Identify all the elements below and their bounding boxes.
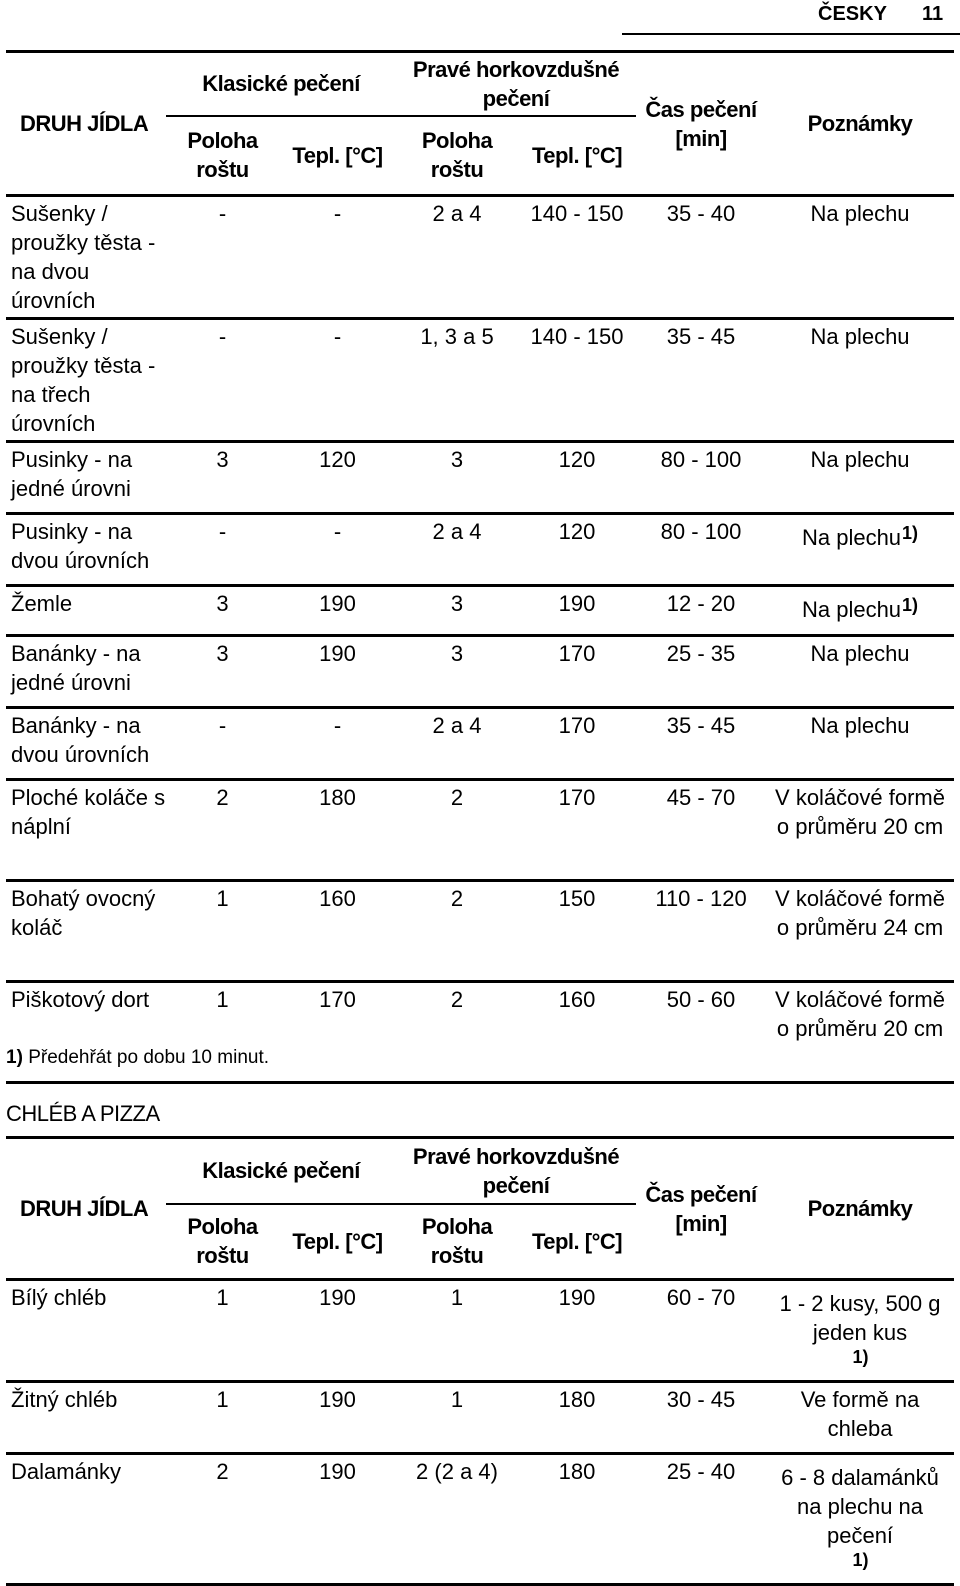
- dish-name: Pusinky - na jedné úrovni: [6, 442, 166, 514]
- hotair-shelf: 1: [396, 1382, 518, 1454]
- hotair-shelf: 3: [396, 586, 518, 636]
- note-text: Na plechu: [801, 597, 902, 622]
- col-hotair-header: Pravé horkovzdušné pečení: [396, 1138, 636, 1204]
- classic-temp: 160: [279, 881, 396, 982]
- hotair-temp: 160: [518, 982, 636, 1083]
- col-hotair-shelf-header: Poloha roštu: [396, 116, 518, 196]
- note-text: Na plechu: [810, 324, 910, 349]
- baking-time: 50 - 60: [636, 982, 766, 1083]
- classic-temp: -: [279, 514, 396, 586]
- classic-shelf: -: [166, 514, 279, 586]
- table-row: [6, 442, 954, 514]
- col-dish-header: DRUH JÍDLA: [6, 1138, 166, 1280]
- hotair-shelf: 2 a 4: [396, 196, 518, 319]
- col-notes-header: Poznámky: [766, 1138, 954, 1280]
- hotair-temp: 180: [518, 1454, 636, 1585]
- note-cell: [766, 780, 954, 881]
- note-cell: [766, 1382, 954, 1454]
- baking-table-cakes: [6, 50, 954, 1084]
- table-row: [6, 780, 954, 881]
- hotair-shelf: 2: [396, 982, 518, 1083]
- header-rule: [622, 33, 960, 35]
- dish-name: Sušenky / proužky těsta - na třech úrovních: [6, 319, 166, 442]
- col-hotair-temp-header: Tepl. [°C]: [518, 1204, 636, 1280]
- note-text: Na plechu: [810, 641, 910, 666]
- hotair-shelf: 2 a 4: [396, 514, 518, 586]
- page-number: 11: [922, 3, 944, 25]
- baking-time: 35 - 45: [636, 708, 766, 780]
- hotair-shelf: 2: [396, 881, 518, 982]
- classic-shelf: 1: [166, 1382, 279, 1454]
- hotair-temp: 150: [518, 881, 636, 982]
- baking-time: 45 - 70: [636, 780, 766, 881]
- hotair-temp: 120: [518, 514, 636, 586]
- baking-time: 25 - 35: [636, 636, 766, 708]
- footnote: [6, 1043, 269, 1072]
- classic-temp: 190: [279, 636, 396, 708]
- col-classic-temp-header: Tepl. [°C]: [279, 1204, 396, 1280]
- classic-temp: -: [279, 319, 396, 442]
- note-text: V koláčové formě o průměru 24 cm: [775, 886, 945, 940]
- classic-temp: -: [279, 196, 396, 319]
- footnote-ref: 1): [852, 1550, 869, 1570]
- col-hotair-temp-header: Tepl. [°C]: [518, 116, 636, 196]
- table-row: [6, 708, 954, 780]
- classic-temp: 120: [279, 442, 396, 514]
- hotair-shelf: 3: [396, 636, 518, 708]
- baking-time: 35 - 45: [636, 319, 766, 442]
- col-classic-header: Klasické pečení: [166, 1138, 396, 1204]
- language-label: ČESKY: [818, 3, 887, 25]
- dish-name: Dalamánky: [6, 1454, 166, 1585]
- classic-temp: -: [279, 708, 396, 780]
- baking-time: 110 - 120: [636, 881, 766, 982]
- classic-shelf: 1: [166, 1280, 279, 1382]
- classic-shelf: 1: [166, 881, 279, 982]
- col-notes-header: Poznámky: [766, 52, 954, 196]
- footnote-ref: 1): [902, 595, 919, 615]
- classic-shelf: -: [166, 196, 279, 319]
- hotair-temp: 170: [518, 780, 636, 881]
- dish-name: Pusinky - na dvou úrovních: [6, 514, 166, 586]
- table-row: [6, 586, 954, 636]
- note-cell: [766, 1454, 954, 1585]
- note-text: 1 - 2 kusy, 500 g jeden kus: [779, 1291, 941, 1345]
- dish-name: Sušenky / proužky těsta - na dvou úrovních: [6, 196, 166, 319]
- hotair-shelf: 2 (2 a 4): [396, 1454, 518, 1585]
- dish-name: Bílý chléb: [6, 1280, 166, 1382]
- note-text: Na plechu: [810, 201, 910, 226]
- baking-time: 12 - 20: [636, 586, 766, 636]
- page-header: [0, 0, 960, 50]
- note-cell: [766, 982, 954, 1083]
- baking-time: 25 - 40: [636, 1454, 766, 1585]
- classic-shelf: 2: [166, 780, 279, 881]
- table-row: [6, 319, 954, 442]
- hotair-shelf: 2: [396, 780, 518, 881]
- col-classic-shelf-header: Poloha roštu: [166, 116, 279, 196]
- hotair-temp: 170: [518, 708, 636, 780]
- footnote-mark: 1): [6, 1047, 23, 1068]
- section-title: CHLÉB A PIZZA: [6, 1101, 160, 1126]
- baking-time: 80 - 100: [636, 514, 766, 586]
- col-hotair-header: Pravé horkovzdušné pečení: [396, 52, 636, 116]
- note-text: Ve formě na chleba: [800, 1387, 920, 1441]
- table-row: [6, 1382, 954, 1454]
- note-cell: [766, 319, 954, 442]
- hotair-temp: 180: [518, 1382, 636, 1454]
- dish-name: Žitný chléb: [6, 1382, 166, 1454]
- dish-name: Bohatý ovocný koláč: [6, 881, 166, 982]
- hotair-temp: 170: [518, 636, 636, 708]
- col-time-header: Čas pečení [min]: [636, 1138, 766, 1280]
- table-row: [6, 1280, 954, 1382]
- table-row: [6, 196, 954, 319]
- hotair-temp: 120: [518, 442, 636, 514]
- note-text: 6 - 8 dalamánků na plechu na pečení: [781, 1465, 939, 1548]
- classic-temp: 190: [279, 586, 396, 636]
- hotair-shelf: 1: [396, 1280, 518, 1382]
- col-classic-header: Klasické pečení: [166, 52, 396, 116]
- note-cell: [766, 881, 954, 982]
- note-cell: [766, 636, 954, 708]
- baking-time: 80 - 100: [636, 442, 766, 514]
- hotair-shelf: 2 a 4: [396, 708, 518, 780]
- dish-name: Banánky - na dvou úrovních: [6, 708, 166, 780]
- dish-name: Ploché koláče s náplní: [6, 780, 166, 881]
- footnote-text: Předehřát po dobu 10 minut.: [28, 1047, 270, 1068]
- table-row: [6, 636, 954, 708]
- col-classic-temp-header: Tepl. [°C]: [279, 116, 396, 196]
- col-time-header: Čas pečení [min]: [636, 52, 766, 196]
- hotair-temp: 140 - 150: [518, 196, 636, 319]
- hotair-shelf: 3: [396, 442, 518, 514]
- baking-time: 60 - 70: [636, 1280, 766, 1382]
- table-row: [6, 1454, 954, 1585]
- note-cell: [766, 586, 954, 636]
- note-cell: [766, 514, 954, 586]
- note-cell: [766, 1280, 954, 1382]
- classic-shelf: 3: [166, 636, 279, 708]
- note-text: Na plechu: [801, 525, 902, 550]
- classic-temp: 190: [279, 1280, 396, 1382]
- footnote-ref: 1): [902, 523, 919, 543]
- baking-table-bread: [6, 1136, 954, 1586]
- note-text: V koláčové formě o průměru 20 cm: [775, 785, 945, 839]
- baking-time: 35 - 40: [636, 196, 766, 319]
- note-text: Na plechu: [810, 713, 910, 738]
- classic-shelf: 1: [166, 982, 279, 1083]
- classic-shelf: 3: [166, 442, 279, 514]
- dish-name: Žemle: [6, 586, 166, 636]
- note-text: V koláčové formě o průměru 20 cm: [775, 987, 945, 1041]
- col-hotair-shelf-header: Poloha roštu: [396, 1204, 518, 1280]
- note-cell: [766, 196, 954, 319]
- hotair-temp: 190: [518, 586, 636, 636]
- classic-temp: 170: [279, 982, 396, 1083]
- col-classic-shelf-header: Poloha roštu: [166, 1204, 279, 1280]
- hotair-temp: 190: [518, 1280, 636, 1382]
- dish-name: Banánky - na jedné úrovni: [6, 636, 166, 708]
- hotair-shelf: 1, 3 a 5: [396, 319, 518, 442]
- classic-shelf: 2: [166, 1454, 279, 1585]
- table-row: [6, 881, 954, 982]
- baking-time: 30 - 45: [636, 1382, 766, 1454]
- classic-temp: 190: [279, 1382, 396, 1454]
- classic-temp: 190: [279, 1454, 396, 1585]
- classic-temp: 180: [279, 780, 396, 881]
- dish-name: Piškotový dort: [6, 982, 166, 1083]
- note-text: Na plechu: [810, 447, 910, 472]
- col-dish-header: DRUH JÍDLA: [6, 52, 166, 196]
- classic-shelf: -: [166, 319, 279, 442]
- note-cell: [766, 442, 954, 514]
- classic-shelf: 3: [166, 586, 279, 636]
- table-row: [6, 514, 954, 586]
- footnote-ref: 1): [852, 1347, 869, 1367]
- classic-shelf: -: [166, 708, 279, 780]
- hotair-temp: 140 - 150: [518, 319, 636, 442]
- note-cell: [766, 708, 954, 780]
